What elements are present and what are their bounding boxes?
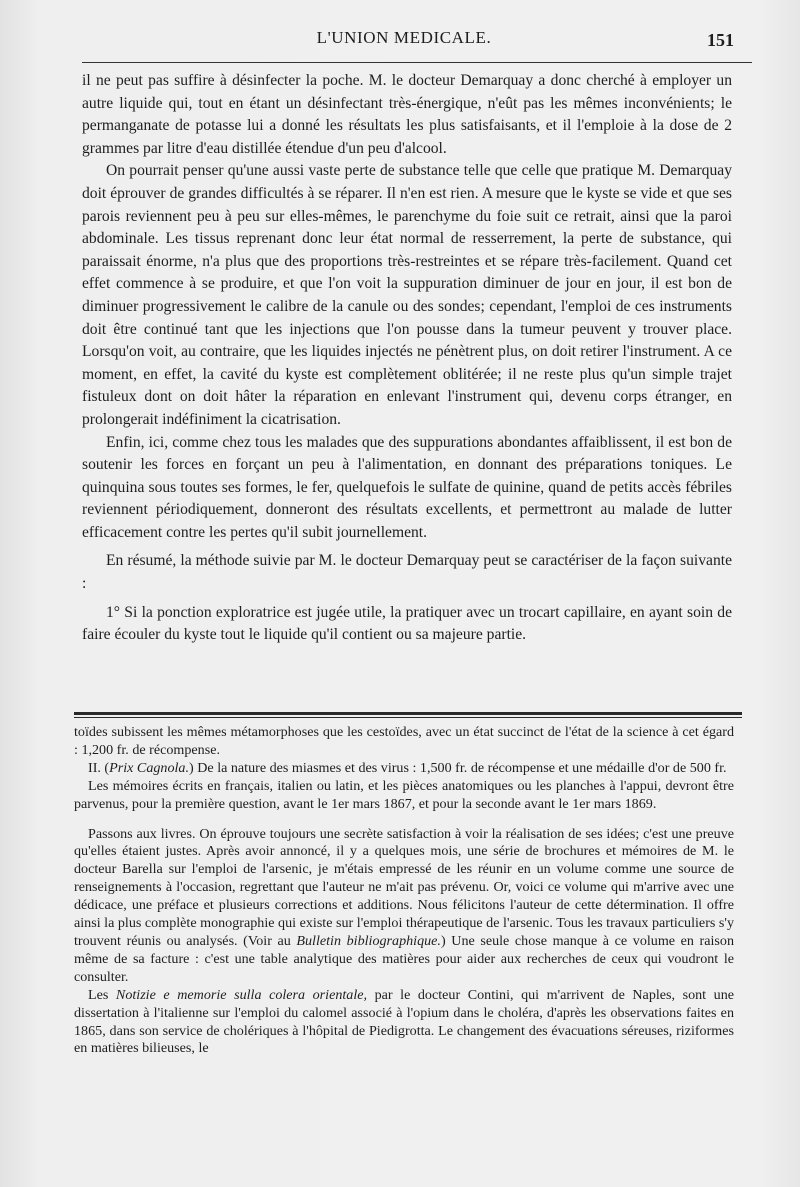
header-rule bbox=[82, 62, 752, 63]
article-paragraph: On pourrait penser qu'une aussi vaste perte de substance telle que celle que pratique M. Demarquay doit éprouver de grandes difficultés à se réparer. Il n'en est rien. A mesure que le kyste se vide et que ses parois reviennent peu à peu sur elles-mêmes, le parenchyme du foie suit ce retrait, ainsi que la paroi abdominale. Les tissus reprenant donc leur état normal de resserrement, la perte de substance, qui paraissait énorme, n'a plus que des proportions très-restreintes et se répare très-facilement. Quand cet effet commence à se produire, et que l'on voit la suppuration diminuer de jour en jour, il est bon de diminuer progressivement le calibre de la canule ou des sondes; cependant, l'emploi de ces instruments doit être continué tant que les injections que l'on pousse dans la tumeur peuvent y trouver place. Lorsqu'on voit, au contraire, que les liquides injectés ne pénètrent plus, on doit retirer l'instrument. A ce moment, en effet, la cavité du kyste est complètement oblitérée; il ne reste plus qu'un simple trajet fistuleux dont on doit hâter la réparation en enlevant l'instrument qui, devenu corps étranger, en prolongerait indéfiniment la cicatrisation. bbox=[82, 162, 732, 428]
article-paragraph: En résumé, la méthode suivie par M. le docteur Demarquay peut se caractériser de la façon suivante : bbox=[82, 552, 732, 593]
feuilleton-paragraph: Les Notizie e memorie sulla colera orientale, par le docteur Contini, qui m'arrivent de Naples, sont une dissertation à l'italienne sur l'emploi du calomel associé à l'opium dans le choléra, d'après les observations faites en 1865, dans son service de cholériques à l'hôpital de Piedigrotta. Le changement des évacuations séreuses, riziformes en matières bilieuses, le bbox=[74, 986, 735, 1057]
page-number: 151 bbox=[707, 30, 734, 50]
section-divider bbox=[74, 712, 742, 718]
main-article bbox=[82, 70, 732, 647]
feuilleton-section bbox=[74, 724, 734, 1058]
feuilleton-paragraph: II. (Prix Cagnola.) De la nature des miasmes et des virus : 1,500 fr. de récompense et une médaille d'or de 500 fr. bbox=[88, 759, 727, 776]
article-paragraph: 1° Si la ponction exploratrice est jugée utile, la pratiquer avec un trocart capillaire, en ayant soin de faire écouler du kyste tout le liquide qu'il contient ou sa majeure partie. bbox=[82, 603, 732, 644]
feuilleton-paragraph: toïdes subissent les mêmes métamorphoses que les cestoïdes, avec un état succinct de l'état de la science à cet égard : 1,200 fr. de récompense. bbox=[74, 724, 734, 758]
article-paragraph: Enfin, ici, comme chez tous les malades que des suppurations abondantes affaiblissent, il est bon de soutenir les forces en forçant un peu à l'alimentation, en donnant des préparations toniques. Le quinquina sous toutes ses formes, le fer, quelquefois le sulfate de quinine, quand de petits accès fébriles reviennent périodiquement, donneront des résultats excellents, et permettront au malade de lutter efficacement contre les pertes qu'il subit journellement. bbox=[82, 433, 732, 541]
article-paragraph: il ne peut pas suffire à désinfecter la poche. M. le docteur Demarquay a donc cherché à employer un autre liquide qui, tout en étant un désinfectant très-énergique, n'eût pas les mêmes inconvénients; le permanganate de potasse lui a donné les résultats les plus satisfaisants, et il l'emploie à la dose de 2 grammes par litre d'eau distillée étendue d'un peu d'alcool. bbox=[82, 72, 732, 157]
running-title: L'UNION MEDICALE. bbox=[316, 28, 492, 47]
page-header bbox=[74, 28, 734, 54]
feuilleton-paragraph: Passons aux livres. On éprouve toujours une secrète satisfaction à voir la réalisation de ses idées; c'est une preuve qu'elles étaient justes. Après avoir annoncé, il y a quelques mois, une série de brochures et mémoires de M. le docteur Barella sur l'emploi de l'arsenic, je m'étais empressé de les réunir en un volume comme une source de renseignements à l'occasion, regrettant que l'auteur ne m'ait pas prévenu. Or, voici ce volume qui m'arrive avec une dédicace, une préface et plusieurs corrections et additions. Nous félicitons l'auteur de cette détermination. Il offre ainsi la plus complète monographie qui existe sur l'emploi thérapeutique de l'arsenic. Tous les travaux particuliers s'y trouvent réunis ou analysés. (Voir au Bulletin bibliographique.) Une seule chose manque à ce volume en raison même de sa facture : c'est une table analytique des matières pour aider aux recherches de ceux qui voudront le consulter. bbox=[74, 825, 734, 985]
feuilleton-paragraph: Les mémoires écrits en français, italien ou latin, et les pièces anatomiques ou les planches à l'appui, devront être parvenus, pour la première question, avant le 1er mars 1867, et pour la seconde avant le 1er mars 1869. bbox=[74, 777, 734, 812]
